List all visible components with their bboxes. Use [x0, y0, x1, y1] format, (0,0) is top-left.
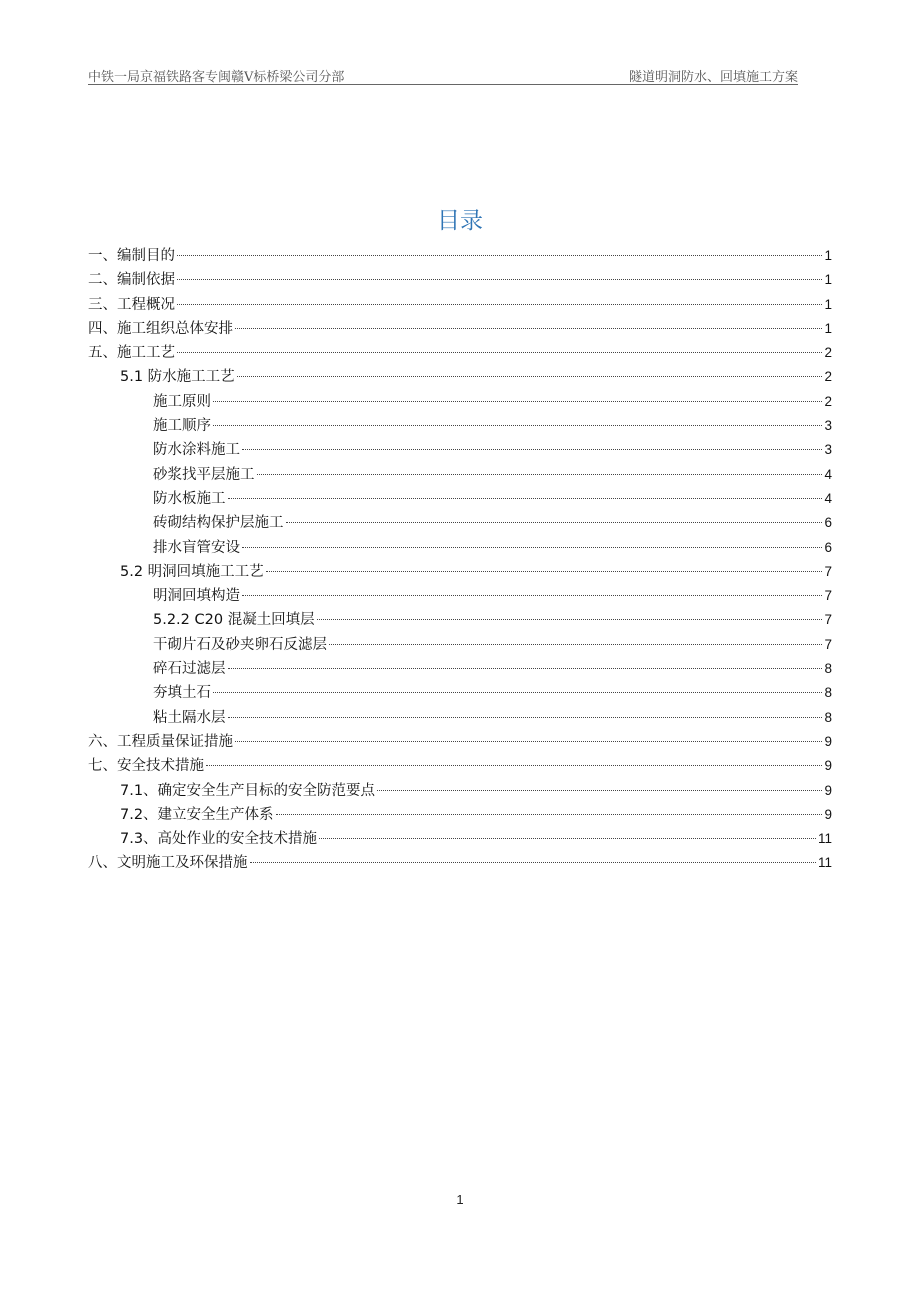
- toc-entry[interactable]: [88, 268, 832, 292]
- toc-entry-label: 防水板施工: [153, 490, 226, 507]
- toc-entry[interactable]: [88, 487, 832, 511]
- toc-entry-label: 砖砌结构保护层施工: [153, 515, 284, 532]
- toc-entry[interactable]: [88, 851, 832, 875]
- toc-entry-label: 防水涂料施工: [153, 442, 240, 459]
- toc-entry[interactable]: [88, 536, 832, 560]
- toc-entry-label: 7.3、高处作业的安全技术措施: [120, 831, 318, 848]
- toc-entry-page: 9: [824, 806, 832, 822]
- toc-entry-label: 三、工程概况: [88, 296, 175, 313]
- toc-entry-page: 4: [824, 466, 832, 482]
- toc-leader-dots: [237, 376, 823, 377]
- toc-entry-label: 7.1、确定安全生产目标的安全防范要点: [120, 782, 376, 799]
- toc-entry-page: 3: [824, 418, 832, 434]
- toc-leader-dots: [242, 449, 822, 450]
- toc-leader-dots: [329, 644, 822, 645]
- toc-entry[interactable]: [88, 293, 832, 317]
- toc-leader-dots: [242, 547, 822, 548]
- toc-leader-dots: [228, 498, 823, 499]
- toc-entry[interactable]: [88, 803, 832, 827]
- toc-entry-label: 5.2.2 C20 混凝土回填层: [153, 612, 315, 629]
- toc-entry-page: 7: [824, 612, 832, 628]
- toc-entry-page: 11: [817, 831, 832, 847]
- toc-entry-label: 碎石过滤层: [153, 661, 226, 678]
- toc-entry-label: 四、施工组织总体安排: [88, 320, 233, 337]
- toc-leader-dots: [242, 595, 822, 596]
- toc-entry[interactable]: [88, 608, 832, 632]
- toc-entry-page: 9: [824, 782, 832, 798]
- toc-entry-page: 1: [824, 248, 832, 263]
- toc-entry-page: 8: [824, 685, 832, 701]
- toc-entry-label: 八、文明施工及环保措施: [88, 855, 248, 872]
- toc-leader-dots: [257, 474, 823, 475]
- toc-entry[interactable]: [88, 657, 832, 681]
- toc-entry-label: 7.2、建立安全生产体系: [120, 806, 274, 823]
- toc-entry-label: 砂浆找平层施工: [153, 466, 255, 483]
- toc-entry-page: 9: [824, 733, 832, 749]
- toc-entry-label: 一、编制目的: [88, 248, 175, 264]
- toc-entry[interactable]: [88, 511, 832, 535]
- toc-entry[interactable]: [88, 317, 832, 341]
- toc-entry-page: 6: [824, 515, 832, 531]
- toc-entry-page: 6: [824, 539, 832, 555]
- toc-entry[interactable]: [88, 244, 832, 268]
- toc-leader-dots: [177, 279, 822, 280]
- toc-entry[interactable]: [88, 414, 832, 438]
- toc-entry-label: 5.2 明洞回填施工工艺: [120, 563, 264, 580]
- toc-leader-dots: [286, 522, 823, 523]
- toc-entry-page: 2: [824, 345, 832, 361]
- toc-entry-label: 干砌片石及砂夹卵石反滤层: [153, 636, 327, 653]
- toc-leader-dots: [213, 425, 822, 426]
- page-number: 1: [456, 1192, 464, 1207]
- toc-entry-page: 7: [824, 636, 832, 652]
- toc-entry-label: 七、安全技术措施: [88, 758, 204, 775]
- toc-leader-dots: [319, 838, 816, 839]
- toc-leader-dots: [228, 668, 823, 669]
- toc-leader-dots: [235, 741, 822, 742]
- toc-entry[interactable]: [88, 560, 832, 584]
- toc-entry-page: 11: [817, 855, 832, 871]
- toc-leader-dots: [213, 401, 822, 402]
- toc-entry[interactable]: [88, 706, 832, 730]
- toc-entry[interactable]: [88, 365, 832, 389]
- toc-leader-dots: [266, 571, 823, 572]
- toc-leader-dots: [235, 328, 822, 329]
- toc-entry-page: 4: [824, 490, 832, 506]
- toc-leader-dots: [177, 255, 822, 256]
- toc-entry-label: 明洞回填构造: [153, 588, 240, 605]
- toc-entry[interactable]: [88, 390, 832, 414]
- toc-entry-label: 粘土隔水层: [153, 709, 226, 726]
- toc-entry-page: 2: [824, 393, 832, 409]
- toc-entry-page: 7: [824, 563, 832, 579]
- toc-entry-page: 7: [824, 588, 832, 604]
- toc-entry-label: 排水盲管安设: [153, 539, 240, 556]
- toc-entry[interactable]: [88, 463, 832, 487]
- toc-leader-dots: [317, 619, 823, 620]
- toc-leader-dots: [276, 814, 823, 815]
- toc-entry[interactable]: [88, 341, 832, 365]
- toc-leader-dots: [206, 765, 822, 766]
- toc-entry-label: 施工顺序: [153, 418, 211, 435]
- toc-entry-page: 1: [824, 296, 832, 312]
- toc-entry-label: 施工原则: [153, 393, 211, 410]
- toc-entry-page: 2: [824, 369, 832, 385]
- table-of-contents: [88, 244, 832, 876]
- toc-entry-label: 夯填土石: [153, 685, 211, 702]
- toc-entry[interactable]: [88, 779, 832, 803]
- toc-entry[interactable]: [88, 633, 832, 657]
- header-document-title: 隧道明洞防水、回填施工方案: [628, 70, 798, 85]
- header-organization: 中铁一局京福铁路客专闽赣Ⅴ标桥梁公司分部: [88, 70, 345, 85]
- toc-entry-page: 8: [824, 709, 832, 725]
- toc-entry[interactable]: [88, 681, 832, 705]
- toc-entry-page: 3: [824, 442, 832, 458]
- toc-leader-dots: [213, 692, 822, 693]
- toc-leader-dots: [250, 862, 816, 863]
- toc-title: 目录: [437, 208, 483, 234]
- toc-entry[interactable]: [88, 754, 832, 778]
- toc-entry-label: 六、工程质量保证措施: [88, 733, 233, 750]
- toc-entry-label: 二、编制依据: [88, 272, 175, 289]
- toc-entry[interactable]: [88, 584, 832, 608]
- toc-entry-page: 8: [824, 661, 832, 677]
- toc-entry[interactable]: [88, 438, 832, 462]
- toc-entry-page: 1: [824, 320, 832, 336]
- toc-entry[interactable]: [88, 827, 832, 851]
- toc-entry-page: 9: [824, 758, 832, 774]
- toc-leader-dots: [177, 304, 822, 305]
- toc-entry-page: 1: [824, 272, 832, 288]
- toc-entry-label: 5.1 防水施工工艺: [120, 369, 235, 386]
- page-header: [88, 66, 798, 85]
- toc-leader-dots: [377, 790, 822, 791]
- toc-entry[interactable]: [88, 730, 832, 754]
- toc-entry-label: 五、施工工艺: [88, 345, 175, 362]
- toc-leader-dots: [228, 717, 823, 718]
- toc-leader-dots: [177, 352, 822, 353]
